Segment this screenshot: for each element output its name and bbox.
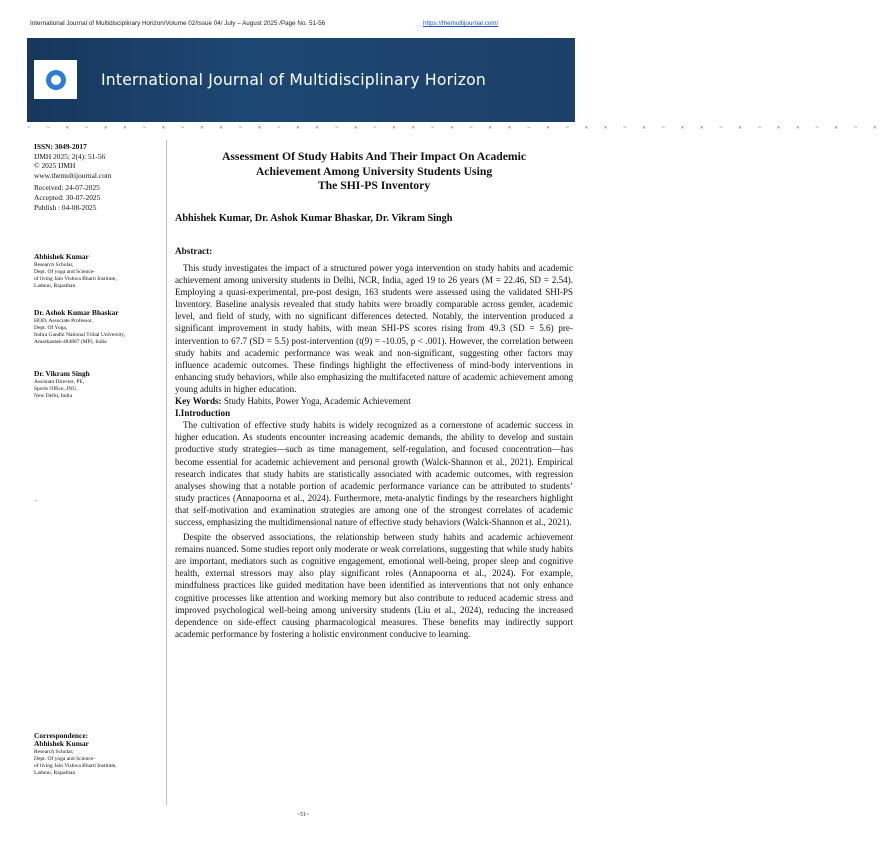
affiliation-line: Ladnun, Rajasthan [34,770,76,776]
title-line: Achievement Among University Students Using [255,164,493,178]
keywords [175,395,573,407]
affiliation-line: Dept. Of yoga and Science- [34,756,95,762]
affiliation-line: Research Scholar, [34,749,74,755]
logo-emblem-icon [46,70,66,90]
author-name: Abhishek Kumar [34,252,89,261]
affiliation-line: Research Scholar, [34,262,74,268]
journal-header-line: International Journal of Multidisciplinary Horizon/Volume 02/Issue 04/ July – August 2025 /Page No. 51-56 [30,20,326,27]
affiliation-line: Dept. Of yoga and Science- [34,269,95,275]
affiliation-line: Indira Gandhi National Tribal University, [34,332,126,338]
banner-title: International Journal of Multidisciplinary Horizon [101,71,486,89]
correspondence-block [34,731,162,777]
website: www.themultijournal.com [34,170,112,180]
copyright: © 2025 IJMH [34,161,76,171]
author-name: Dr. Ashok Kumar Bhaskar [34,308,119,317]
affiliation-line: of living Jain Vishwa Bharti Institute, [34,276,117,282]
abstract-text: This study investigates the impact of a structured power yoga intervention on study habits and academic achievement among university students in Delhi, NCR, India, aged 19 to 26 years (M = 22.46, SD = 2.54). Employing a quasi-experimental, pre-post design, 163 students were assessed using the validated SHI-PS Inventory. Baseline analysis revealed that study habits were broadly comparable across gender, academic level, and field of study, with no significant differences detected. Notably, the intervention produced a significant improvement in study habits, with mean SHI-PS scores rising from 49.3 (SD = 5.6) pre-intervention to 67.7 (SD = 5.5) post-intervention (t(9) = -10.05, p < .001). However, the correlation between study habits and academic performance was weak and non-significant, suggesting other factors may influence academic outcomes. These findings highlight the effectiveness of mind-body interventions in enhancing study behaviors, while also emphasizing the multifaceted nature of academic achievement among young adults in higher education. [175,263,573,394]
publication-info [34,142,159,212]
title-line: Assessment Of Study Habits And Their Impact On Academic [221,150,527,163]
author-affiliation [34,369,162,400]
section-heading: I.Introduction [175,408,231,419]
decorative-divider: ~ ~ ✕ ~ ✕ ✕ ~ ✕ ~ ✕ ✕ ~ ✕ ~ ✕ ✕ ~ ✕ ~ ✕ ✕ ~ ✕ ~ ✕ ✕ ~ ✕ ~ ✕ ✕ ~ ✕ ~ ✕ ✕ ~ ✕ ~ ✕ ✕ ~ ✕ ~ ✕ [27,124,883,131]
column-divider [166,140,167,805]
intro-paragraph: Despite the observed associations, the relationship between study habits and academic achievement remains nuanced. Some studies report only moderate or weak correlations, suggesting that while study habits are important, mediators such as cognitive engagement, emotional well-being, proper sleep and cognitive health, external stressors may also play significant roles (Annapoorna et al., 2024). For example, mindfulness practices like guided meditation have been identified as interventions that not only enhance cognitive processes like attention and working memory but also contribute to reduced academic stress and improved psychological well-being among university students (Liu et al., 2024), reducing the increased dependence on side-effect causing pharmacological measures. These benefits may indirectly support academic performance by fostering a holistic environment conducive to learning. [175,532,573,639]
intro-paragraph: The cultivation of effective study habits is widely recognized as a cornerstone of academic success in higher education. As students encounter increasing academic demands, the ability to develop and sustain productive study strategies—such as time management, self-regulation, and focused concentration—has become essential for academic achievement and personal growth (Walck-Shannon et al., 2021). Empirical research indicates that study habits are statistically associated with academic outcomes, with regression analyses showing that a notable portion of academic performance variance can be attributed to students’ study practices (Annapoorna et al., 2024). Furthermore, meta-analytic findings by the researchers highlight that self-motivation and examination strategies are among one of the strongest correlates of academic success, emphasizing the multidimensional nature of effective study behaviors (Walck-Shannon et al., 2021). [175,420,573,527]
title-line: The SHI-PS Inventory [317,179,431,192]
keywords-list: Study Habits, Power Yoga, Academic Achievement [221,396,411,407]
author-name: Dr. Vikram Singh [34,369,90,378]
issn: ISSN: 3049-2017 [34,142,87,151]
correspondence-name: Abhishek Kumar [34,739,89,748]
correspondence-label: Correspondence: [34,731,89,740]
affiliation-line: Ladnun, Rajasthan [34,283,76,289]
citation: IJMH 2025; 2(4): 51-56 [34,151,106,161]
article-authors: Abhishek Kumar, Dr. Ashok Kumar Bhaskar, Dr. Vikram Singh [175,213,453,224]
author-affiliation [34,252,162,290]
page-number: ~51~ [297,812,310,818]
affiliation-line: HOD, Associate Professor, [34,318,94,324]
publish-date: Publish : 04-08-2025 [34,202,97,212]
stray-mark: . [35,495,37,503]
affiliation-line: Assistant Director, PE, [34,379,85,385]
article-body [175,262,573,640]
received-date: Received: 24-07-2025 [34,183,100,193]
author-affiliation [34,308,162,346]
journal-url-link[interactable]: https://themultijournal.com/ [423,20,499,27]
journal-logo [34,60,77,99]
keywords-label: Key Words: [175,396,222,407]
affiliation-line: New Delhi, India [34,393,73,399]
abstract-heading: Abstract: [175,246,213,256]
accepted-date: Accepted: 30-07-2025 [34,192,101,202]
affiliation-line: Amarkantak-484887 (MP), India [34,339,107,345]
affiliation-line: Dept. Of Yoga, [34,325,68,331]
affiliation-line: Sports Office, JNU, [34,386,78,392]
journal-banner [27,38,575,122]
article-title [175,150,573,194]
affiliation-line: of living Jain Vishwa Bharti Institute, [34,763,117,769]
